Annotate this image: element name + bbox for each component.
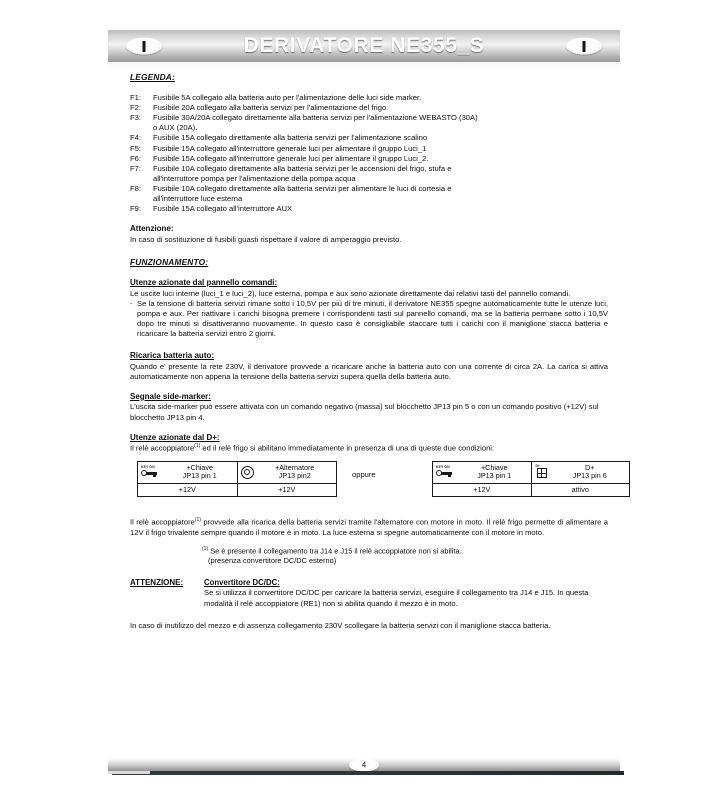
condition-tables-area	[130, 461, 608, 507]
pannello-comandi-paragraph-1: Le uscite luci interne (luci_1 e luci_2), luce esterna, pompa e aux sono azionate direttamente dai relativi tasti del pannello comandi.	[130, 288, 571, 298]
footnote-line-1	[202, 546, 608, 556]
attenzione-dcdc-subheading: Convertitore DC/DC:	[204, 577, 280, 587]
legend-item-f2-text: Fusibile 20A collegato alla batteria servizi per l'alimentazione del frigo.	[153, 103, 389, 113]
ricarica-batteria-heading: Ricarica batteria auto:	[130, 351, 215, 360]
key-on-icon	[141, 465, 163, 479]
key-icon-ring	[436, 470, 442, 476]
cond-right-dplus-line1: D+	[585, 462, 595, 472]
dash-marker: -	[130, 298, 133, 308]
legend-item-f3-text: Fusibile 30A/20A collegato direttamente alla batteria servizi per l'alimentazione WEBASTO (30A)	[153, 113, 478, 123]
pannello-comandi-heading: Utenze azionate dal pannello comandi:	[130, 277, 278, 287]
cond-left-value-chiave: +12V	[138, 483, 238, 496]
d-plus-icon-label: D+	[535, 463, 540, 468]
legend-item-f8	[130, 184, 608, 194]
legend-item-f3-continuation: o AUX (20A).	[153, 123, 198, 133]
legend-heading: LEGENDA:	[130, 72, 175, 82]
key-on-icon	[436, 465, 458, 479]
relay-paragraph-post: provvede alla ricarica della batteria servizi tramite l'alternatore con motore in moto. Il relè frigo permette di alimentare a 12V il frigo trivalente sempre quando il motore è in moto. La luce esterna si spegne automaticamente con il motore in moto.	[130, 517, 608, 537]
legend-item-f9-text: Fusibile 15A collegato all'interruttore AUX	[153, 204, 293, 214]
key-on-icon-label: KEY ON	[141, 465, 155, 470]
relay-paragraph-pre: Il relè accoppiatore	[130, 517, 195, 527]
condition-table-right	[432, 461, 630, 497]
dplus-intro-pre: Il relè accoppiatore	[130, 443, 195, 453]
cond-left-chiave-line2: JP13 pin 1	[182, 471, 217, 481]
cond-right-cell-chiave	[433, 461, 532, 483]
legend-item-f2	[130, 103, 608, 113]
document-header-bar	[108, 30, 620, 62]
table-row	[433, 461, 630, 483]
cond-right-chiave-line2: JP13 pin 1	[477, 471, 512, 481]
footnote-line-1-text: Se è presente il collegamento tra J14 e J15 il relè accoppiatore non si abilita.	[208, 546, 462, 556]
table-row	[433, 483, 630, 496]
attenzione-dcdc-block	[130, 578, 608, 609]
cond-left-value-alternatore: +12V	[237, 483, 337, 496]
legend-item-f1-tag: F1:	[130, 93, 141, 103]
dplus-heading: Utenze azionate dal D+:	[130, 432, 220, 442]
funzionamento-heading: FUNZIONAMENTO:	[130, 256, 209, 267]
legend-item-f8-text: Fusibile 10A collegato direttamente alla batteria servizi per alimentare le luci di cortesia e	[153, 183, 452, 193]
legend-item-f7-tag: F7:	[130, 163, 141, 173]
legend-item-f4	[130, 133, 608, 143]
condition-table-left	[137, 461, 337, 497]
side-marker-heading: Segnale side-marker:	[130, 391, 211, 401]
cond-right-dplus-line2: JP13 pin 6	[572, 471, 607, 481]
table-row	[138, 483, 337, 496]
cond-left-alternatore-line1: +Alternatore	[275, 462, 315, 472]
legend-item-f5-tag: F5:	[130, 143, 141, 153]
footnote-block	[202, 546, 608, 566]
condition-separator-label: oppure	[352, 469, 376, 479]
legend-item-f9	[130, 204, 608, 214]
relay-paragraph-footnote-marker: (1)	[194, 516, 201, 523]
dplus-intro-footnote-marker: (1)	[194, 443, 201, 450]
legend-item-f5-text: Fusibile 15A collegato all'interruttore generale luci per alimentare il gruppo Luci_1	[153, 143, 427, 153]
key-icon-tooth	[448, 474, 451, 477]
alternator-icon	[241, 466, 254, 479]
attenzione-fusibili-heading: Attenzione:	[130, 224, 174, 234]
document-content	[108, 66, 620, 750]
dplus-intro	[130, 443, 608, 454]
legend-item-f7-continuation: all'interruttore pompa per l'alimentazione della pompa acqua	[153, 173, 356, 183]
side-marker-text: L'uscita side-marker può essere attivata con un comando negativo (massa) sul blocchetto JP13 pin 5 o con un comando positivo (+12V) sul blocchetto JP13 pin 4.	[130, 402, 599, 422]
relay-paragraph	[130, 517, 608, 538]
legend-item-f3-tag: F3:	[130, 113, 141, 123]
page-number-badge: 4	[349, 759, 379, 772]
footer-shadow	[112, 771, 624, 775]
table-row	[138, 461, 337, 483]
closing-paragraph: In caso di inutilizzo del mezzo e di assenza collegamento 230V scollegare la batteria servizi con il maniglione stacca batteria.	[130, 621, 551, 631]
footnote-marker: (1)	[202, 545, 209, 552]
cond-right-value-dplus: attivo	[531, 483, 630, 496]
cond-right-value-chiave: +12V	[433, 483, 532, 496]
legend-item-f6	[130, 154, 608, 164]
d-plus-icon-hbar	[538, 473, 547, 474]
footnote-line-2: (presenza convertitore DC/DC esterno)	[208, 555, 337, 565]
legend-item-f6-text: Fusibile 15A collegato all'interruttore generale luci per alimentare il gruppo Luci_2.	[153, 153, 429, 163]
legend-item-f6-tag: F6:	[130, 153, 141, 163]
legend-item-f5	[130, 144, 608, 154]
legend-item-f8-continuation: all'interruttore luce esterna	[153, 193, 243, 203]
attenzione-dcdc-body	[204, 578, 608, 609]
attenzione-dcdc-text: Se si utilizza il convertitore DC/DC per caricare la batteria servizi, eseguire il collegamento tra J14 e J15. In questa modalità il relè accoppiatore (RE1) non si abilita quando il mezzo è in moto.	[204, 588, 589, 608]
cond-left-chiave-line1: +Chiave	[186, 462, 214, 472]
key-icon-ring	[141, 470, 147, 476]
legend-item-f1-text: Fusibile 5A collegato alla batteria auto per l'alimentazione delle luci side marker.	[153, 93, 422, 103]
header-right-badge-bar-icon	[583, 41, 586, 52]
legend-item-f3	[130, 113, 608, 123]
attenzione-dcdc-tag: ATTENZIONE:	[130, 577, 184, 587]
legend-item-f7	[130, 164, 608, 174]
legend-item-f2-tag: F2:	[130, 103, 141, 113]
pannello-comandi-paragraph-2-block	[130, 299, 608, 339]
attenzione-fusibili-text: In caso di sostituzione di fusibili guasti rispettare il valore di amperaggio previsto.	[130, 234, 402, 244]
legend-item-f8-tag: F8:	[130, 183, 141, 193]
header-right-badge-icon	[566, 38, 602, 55]
key-icon-tooth	[153, 474, 156, 477]
legend-item-f1	[130, 93, 608, 103]
legend-item-f7-text: Fusibile 10A collegato direttamente alla batteria servizi per le accensioni del frigo, stufa e	[153, 163, 452, 173]
legend-item-f9-tag: F9:	[130, 204, 141, 214]
cond-right-cell-dplus	[531, 461, 630, 483]
page-title: DERIVATORE NE355_S	[243, 34, 485, 57]
cond-left-cell-alternatore	[237, 461, 337, 483]
document-footer-bar	[108, 758, 620, 772]
dplus-intro-post: ed il relè frigo si abilitano immediatamente in presenza di una di queste due condizioni:	[200, 443, 495, 453]
legend-item-f4-text: Fusibile 15A collegato direttamente alla batteria servizi per l'alimentazione scalino	[153, 133, 428, 143]
key-on-icon-label: KEY ON	[436, 465, 450, 470]
cond-right-chiave-line1: +Chiave	[480, 462, 508, 472]
cond-left-cell-chiave	[138, 461, 238, 483]
d-plus-icon	[535, 465, 551, 480]
pannello-comandi-paragraph-2: Se la tensione di batteria servizi rimane sotto i 10,5V per più di tre minuti, il derivatore NE355 spegne automaticamente tutte le utenze luci, pompa e aux. Per riattivare i carichi bisogna premere i corrispondenti tasti sul pannello comandi, ma se la batteria permane sotto i 10,5V dopo tre minuti si disattiveranno nuovamente. In questo caso è consigliabile staccare tutti i carichi con il maniglione stacca batteria e ricaricare la batteria servizi entro 2 giorni.	[137, 298, 608, 338]
footer-shadow-left-gap	[108, 771, 150, 774]
cond-left-alternatore-line2: JP13 pin2	[278, 471, 311, 481]
legend-item-f4-tag: F4:	[130, 133, 141, 143]
ricarica-batteria-text: Quando e' presente la rete 230V, il derivatore provvede a ricaricare anche la batteria auto con una corrente di circa 2A. La carica si attiva automaticamente non appena la tensione della batteria servizi supera quella della batteria auto.	[130, 361, 608, 381]
